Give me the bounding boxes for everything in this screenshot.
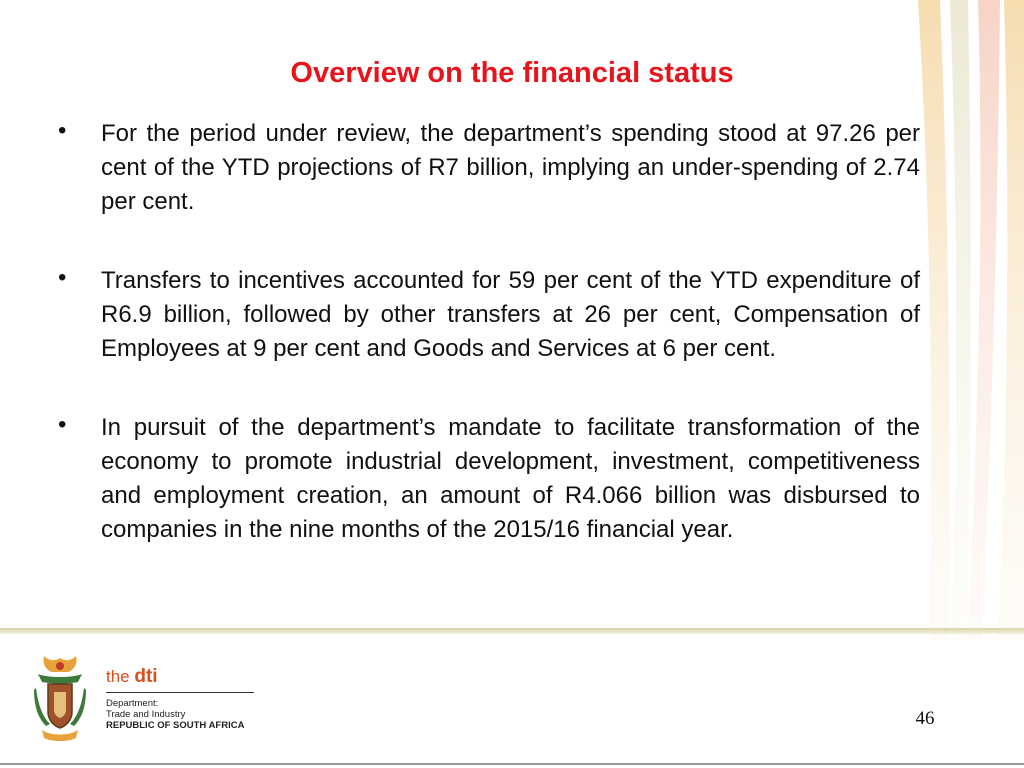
logo-the: the — [106, 667, 135, 686]
coat-of-arms-icon — [28, 654, 92, 742]
bullet-list — [58, 117, 920, 547]
logo-department: Department: — [106, 698, 159, 709]
logo-dti: dti — [134, 666, 158, 687]
page-number: 46 — [915, 708, 935, 729]
logo-wordmark — [106, 666, 256, 688]
bullet-item — [58, 411, 920, 547]
footer-divider — [0, 628, 1024, 634]
bullet-text: For the period under review, the department’s spending stood at 97.26 per cent of the YTD projections of R7 billion, implying an under-spending of 2.74 per cent. — [101, 120, 920, 215]
bottom-border — [0, 763, 1024, 765]
bullet-dot: • — [58, 264, 67, 291]
bullet-item — [58, 264, 920, 366]
dti-logo — [106, 666, 256, 731]
bullet-text: Transfers to incentives accounted for 59 per cent of the YTD expenditure of R6.9 billion, followed by other transfers at 26 per cent, Compensation of Employees at 9 per cent and Goods and Services at 6 per cent. — [101, 267, 920, 362]
bullet-item — [58, 117, 920, 219]
stripe-1 — [918, 0, 950, 640]
logo-rule — [106, 692, 254, 693]
bullet-dot: • — [58, 117, 67, 144]
bullet-text: In pursuit of the department’s mandate to facilitate transformation of the economy to promote industrial development, investment, competitiveness and employment creation, an amount of R4.066 billion was disbursed to companies in the nine months of the 2015/16 financial year. — [101, 414, 920, 543]
stripe-3 — [968, 0, 1000, 640]
bullet-dot: • — [58, 411, 67, 438]
stripe-2 — [950, 0, 971, 640]
logo-republic: REPUBLIC OF SOUTH AFRICA — [106, 720, 245, 731]
stripe-4 — [998, 0, 1024, 640]
logo-trade-industry: Trade and Industry — [106, 709, 186, 720]
slide-title: Overview on the financial status — [290, 57, 734, 89]
